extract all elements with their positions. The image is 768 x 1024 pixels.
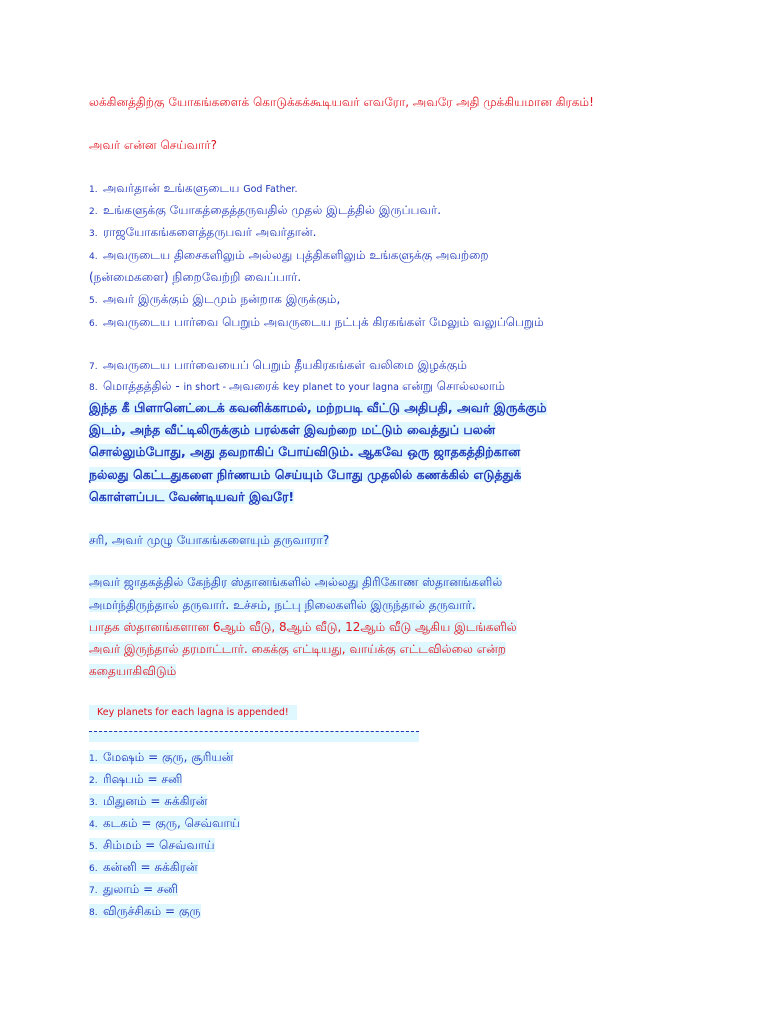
key-planet-item: 3. மிதுனம் = சுக்கிரன் <box>89 794 208 808</box>
point-7: 7. அவருடைய பார்வையைப் பெறும் தீயகிரகங்கள் வலிமை இழக்கும் <box>89 358 467 372</box>
heading: லக்கினத்திற்கு யோகங்களைக் கொடுக்கக்கூடியவர் எவரோ, அவரே அதி முக்கியமான கிரகம்! <box>89 95 594 109</box>
key-planet-item: 6. கன்னி = சுக்கிரன் <box>89 860 198 874</box>
key-planet-paragraph-line-2: இடம், அந்த வீட்டிலிருக்கும் பரல்கள் இவற்றை மட்டும் வைத்துப் பலன் <box>89 422 496 437</box>
question-full-yoga: சரி, அவர் முழு யோகங்களையும் தருவாரா? <box>89 533 330 547</box>
divider-dashed <box>89 731 419 742</box>
appended-note: Key planets for each lagna is appended! <box>89 703 297 723</box>
point-2: 2. உங்களுக்கு யோகத்தைத்தருவதில் முதல் இடத்தில் இருப்பவர். <box>89 203 442 217</box>
key-planet-item: 7. துலாம் = சனி <box>89 882 178 896</box>
point-8: 8. மொத்தத்தில் - in short - அவரைக் key planet to your lagna என்று சொல்லலாம் <box>89 379 505 393</box>
question-what-will-he-do: அவர் என்ன செய்வார்? <box>89 138 218 152</box>
badhaka-paragraph-line-3: கதையாகிவிடும் <box>89 664 177 678</box>
key-planet-item: 5. சிம்மம் = செவ்வாய் <box>89 838 215 852</box>
key-planet-paragraph-line-5: கொள்ளப்பட வேண்டியவர் இவரே! <box>89 489 295 504</box>
key-planet-item: 8. விருச்சிகம் = குரு <box>89 904 201 918</box>
key-planet-paragraph-line-1: இந்த கீ பிளானெட்டைக் கவனிக்காமல், மற்றபடி வீட்டு அதிபதி, அவர் இருக்கும் <box>89 400 547 415</box>
point-4-continued: (நன்மைகளை) நிறைவேற்றி வைப்பார். <box>89 270 302 284</box>
point-6: 6. அவருடைய பார்வை பெறும் அவருடைய நட்புக் கிரகங்கள் மேலும் வலுப்பெறும் <box>89 315 544 329</box>
badhaka-paragraph-line-1: பாதக ஸ்தானங்களான 6ஆம் வீடு, 8ஆம் வீடு, 12ஆம் வீடு ஆகிய இடங்களில் <box>89 620 517 634</box>
key-planet-paragraph-line-3: சொல்லும்போது, அது தவறாகிப் போய்விடும். ஆகவே ஒரு ஜாதகத்திற்கான <box>89 444 521 459</box>
key-planet-item: 4. கடகம் = குரு, செவ்வாய் <box>89 816 241 830</box>
point-3: 3. ராஜயோகங்களைத்தருபவர் அவர்தான். <box>89 225 317 239</box>
badhaka-paragraph-line-2: அவர் இருந்தால் தரமாட்டார். கைக்கு எட்டியது, வாய்க்கு எட்டவில்லை என்ற <box>89 642 506 656</box>
kendra-paragraph-line-1: அவர் ஜாதகத்தில் கேந்திர ஸ்தானங்களில் அல்லது திரிகோண ஸ்தானங்களில் <box>89 575 503 589</box>
point-1: 1. அவர்தான் உங்களுடைய God Father. <box>89 181 298 195</box>
key-planet-paragraph-line-4: நல்லது கெட்டதுகளை நிர்ணயம் செய்யும் போது முதலில் கணக்கில் எடுத்துக் <box>89 467 522 482</box>
kendra-paragraph-line-2: அமர்ந்திருந்தால் தருவார். உச்சம், நட்பு நிலைகளில் இருந்தால் தருவார். <box>89 598 476 612</box>
point-4: 4. அவருடைய திசைகளிலும் அல்லது புத்திகளிலும் உங்களுக்கு அவற்றை <box>89 248 489 262</box>
key-planet-item: 2. ரிஷபம் = சனி <box>89 772 183 786</box>
point-5: 5. அவர் இருக்கும் இடமும் நன்றாக இருக்கும், <box>89 292 341 306</box>
key-planet-item: 1. மேஷம் = குரு, சூரியன் <box>89 750 234 764</box>
